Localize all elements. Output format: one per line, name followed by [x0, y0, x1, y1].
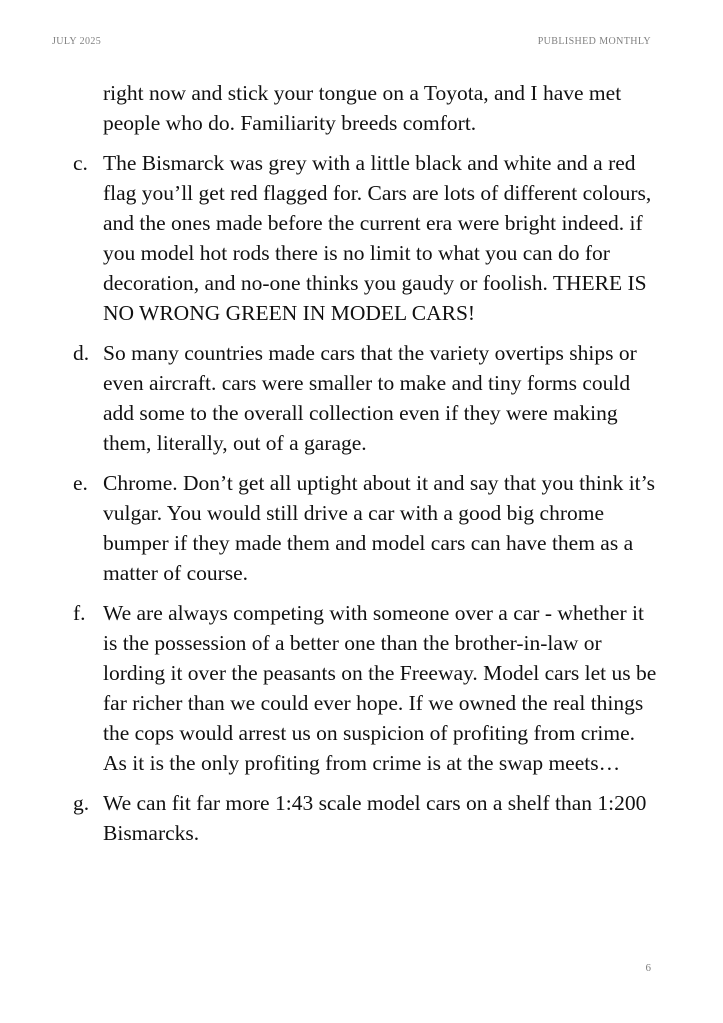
list-item-text: The Bismarck was grey with a little black and white and a red flag you’ll get red flagged for. Cars are lots of different colours, and the ones made before the current era were bright indeed. if you model hot rods there is no limit to what you can do for decoration, and no-one thinks you gaudy or foolish. THERE IS NO WRONG GREEN IN MODEL CARS! [103, 151, 652, 325]
list-marker: e. [73, 471, 88, 495]
list-item-text: So many countries made cars that the variety overtips ships or even aircraft. cars were smaller to make and tiny forms could add some to the overall collection even if they were making them, literally, out of a garage. [103, 341, 637, 455]
header-tagline: PUBLISHED MONTHLY [537, 36, 651, 47]
list-marker: f. [73, 601, 86, 625]
list-item-d [73, 338, 663, 458]
list-marker: c. [73, 151, 88, 175]
header-date: JULY 2025 [52, 36, 102, 47]
article-body [73, 78, 663, 858]
list-item-c [73, 148, 663, 328]
list-item-text: We are always competing with someone over a car - whether it is the possession of a better one than the brother-in-law or lording it over the peasants on the Freeway. Model cars let us be far richer than we could ever hope. If we owned the real things the cops would arrest us on suspicion of profiting from crime. As it is the only profiting from crime is at the swap meets… [103, 601, 657, 775]
list-item-e [73, 468, 663, 588]
page-number: 6 [645, 962, 651, 974]
list-marker: d. [73, 341, 90, 365]
list-item-f [73, 598, 663, 778]
list-marker: g. [73, 791, 90, 815]
continued-paragraph: right now and stick your tongue on a Toyota, and I have met people who do. Familiarity breeds comfort. [103, 81, 622, 135]
list-item-text: We can fit far more 1:43 scale model cars on a shelf than 1:200 Bismarcks. [103, 791, 647, 845]
list-item-text: Chrome. Don’t get all uptight about it and say that you think it’s vulgar. You would still drive a car with a good big chrome bumper if they made them and model cars can have them as a matter of course. [103, 471, 655, 585]
list-item-g [73, 788, 663, 848]
